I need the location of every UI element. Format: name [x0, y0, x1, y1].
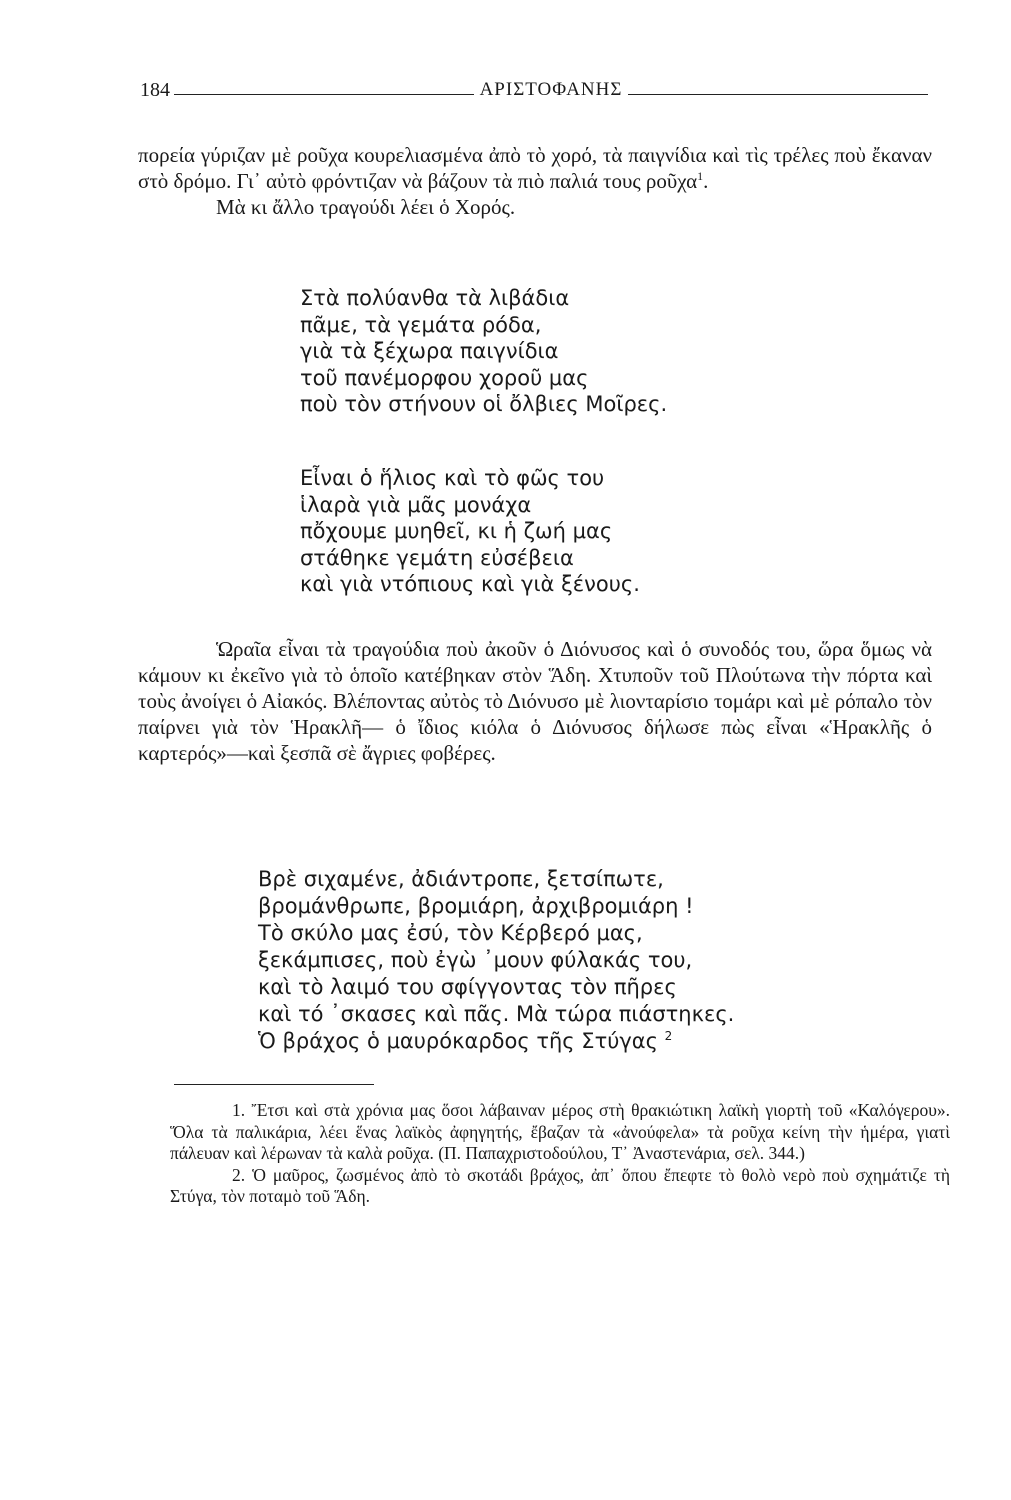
verse-line: Τὸ σκύλο μας ἐσύ, τὸν Κέρβερό μας,	[258, 921, 643, 945]
verse-line: Στὰ πολύανθα τὰ λιβάδια	[300, 286, 570, 310]
footnotes	[170, 1100, 950, 1208]
stanza-3	[258, 866, 898, 1055]
paragraph-3-text: Ὡραῖα εἶναι τὰ τραγούδια ποὺ ἀκοῦν ὁ Διόνυσος καὶ ὁ συνοδός του, ὥρα ὅμως νὰ κάμουν κι ἐκεῖνο γιὰ τὸ ὁποῖο κατέβηκαν στὸν Ἅδη. Χτυποῦν τοῦ Πλούτωνα τὴν πόρτα καὶ τοὺς ἀνοίγει ὁ Αἰακός. Βλέποντας αὐτὸς τὸ Διόνυσο μὲ λιονταρίσιο τομάρι καὶ μὲ ρόπαλο τὸν παίρνει γιὰ τὸν Ἡρακλῆ— ὁ ἴδιος κιόλα ὁ Διόνυσος δήλωσε πὼς εἶναι «Ἡρακλῆς ὁ καρτερός»—καὶ ξεσπᾶ σὲ ἄγριες φοβέρες.	[138, 637, 932, 765]
paragraph-1	[138, 142, 932, 220]
verse-line: στάθηκε γεμάτη εὐσέβεια	[300, 545, 574, 570]
stanza-2	[300, 465, 900, 598]
verse-line: πᾶμε, τὰ γεμάτα ρόδα,	[300, 312, 542, 337]
paragraph-1-tail: .	[703, 169, 709, 193]
paragraph-2: Μὰ κι ἄλλο τραγούδι λέει ὁ Χορός.	[216, 195, 516, 219]
verse-line	[258, 1028, 898, 1055]
running-header	[140, 78, 928, 102]
page-number: 184	[140, 78, 170, 101]
verse-line: Εἶναι ὁ ἥλιος καὶ τὸ φῶς του	[300, 466, 605, 490]
verse-line: βρομάνθρωπε, βρομιάρη, ἀρχιβρομιάρη !	[258, 894, 694, 918]
footnote-1: 1. Ἔτσι καὶ στὰ χρόνια μας ὅσοι λάβαιναν μέρος στὴ θρακιώτικη λαϊκὴ γιορτὴ τοῦ «Καλόγερου». Ὅλα τὰ παλικάρια, λέει ἕνας λαϊκὸς ἀφηγητής, ἔβαζαν τὰ «ἀνούφελα» τὰ ροῦχα κείνη τὴν ἡμέρα, γιατὶ πάλευαν καὶ λέρωναν τὰ καλὰ ροῦχα. (Π. Παπαχριστοδούλου, Τ᾿ Ἀναστενάρια, σελ. 344.)	[170, 1100, 950, 1163]
verse-line: τοῦ πανέμορφου χοροῦ μας	[300, 365, 589, 390]
verse-line: καὶ τό ᾿σκασες καὶ πᾶς. Μὰ τώρα πιάστηκες.	[258, 1002, 735, 1026]
verse-line: ποὺ τὸν στήνουν οἱ ὄλβιες Μοῖρες.	[300, 392, 668, 416]
running-title: ΑΡΙΣΤΟΦΑΝΗΣ	[479, 79, 623, 100]
verse-line: γιὰ τὰ ξέχωρα παιγνίδια	[300, 339, 559, 363]
verse-line: πὄχουμε μυηθεῖ, κι ἡ ζωή μας	[300, 519, 613, 543]
verse-line: ξεκάμπισες, ποὺ ἐγὼ ᾿μουν φύλακάς του,	[258, 948, 693, 972]
verse-line-text: Ὁ βράχος ὁ μαυρόκαρδος τῆς Στύγας	[258, 1029, 658, 1053]
paragraph-3	[138, 636, 932, 766]
footnote-ref-2: 2	[664, 1029, 673, 1043]
footnote-2: 2. Ὁ μαῦρος, ζωσμένος ἀπὸ τὸ σκοτάδι βράχος, ἀπ᾿ ὅπου ἔπεφτε τὸ θολὸ νερὸ ποὺ σχημάτιζε τὴ Στύγα, τὸν ποταμὸ τοῦ Ἅδη.	[170, 1164, 950, 1206]
paragraph-1-text: πορεία γύριζαν μὲ ροῦχα κουρελιασμένα ἀπὸ τὸ χορό, τὰ παιγνίδια καὶ τὶς τρέλες ποὺ ἔκαναν στὸ δρόμο. Γι᾿ αὐτὸ φρόντιζαν νὰ βάζουν τὰ πιὸ παλιά τους ροῦχα	[138, 143, 932, 193]
stanza-1	[300, 285, 900, 418]
footnote-rule	[174, 1084, 374, 1085]
verse-line: ἱλαρὰ γιὰ μᾶς μονάχα	[300, 492, 532, 517]
verse-line: καὶ γιὰ ντόπιους καὶ γιὰ ξένους.	[300, 572, 640, 596]
header-rule-left	[174, 94, 474, 95]
verse-line: Βρὲ σιχαμένε, ἀδιάντροπε, ξετσίπωτε,	[258, 867, 664, 891]
footnote-ref-1: 1	[697, 169, 704, 183]
header-rule-right	[628, 94, 928, 95]
verse-line: καὶ τὸ λαιμό του σφίγγοντας τὸν πῆρες	[258, 975, 677, 999]
